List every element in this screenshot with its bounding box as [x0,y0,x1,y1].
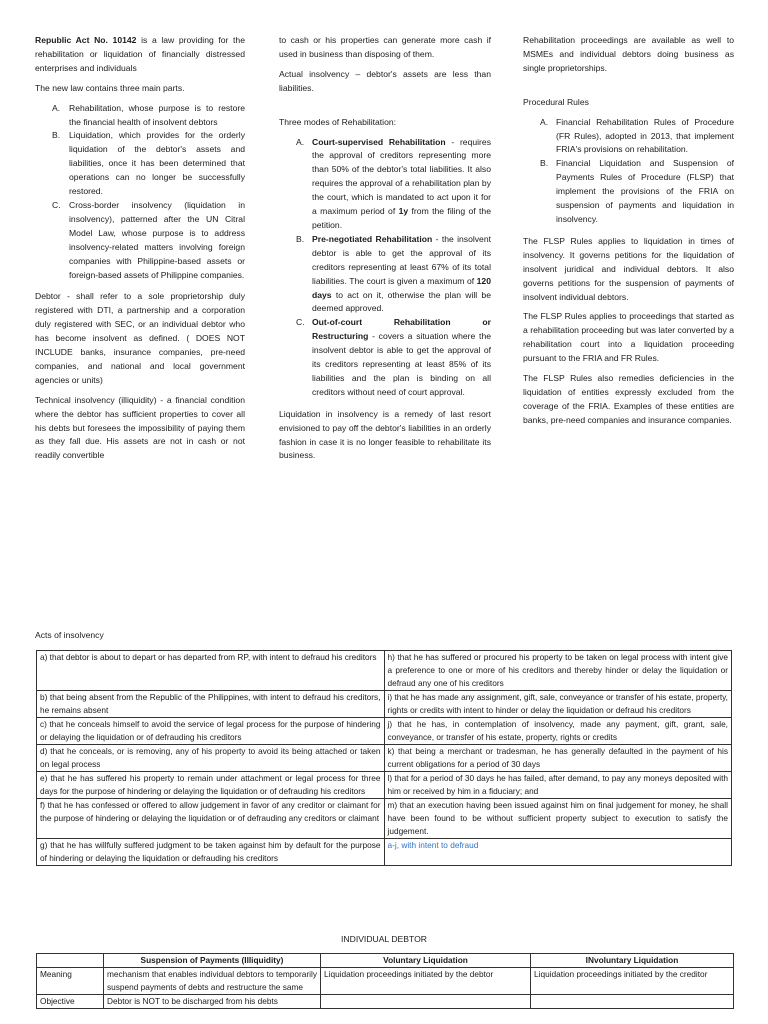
table-header: Suspension of Payments (Illiquidity) [104,954,321,968]
list-marker: A. [296,136,305,147]
table-cell: k) that being a merchant or tradesman, he has generally defaulted in the payment of his current obligations for a period of 30 days [384,745,732,772]
list-marker: B. [296,233,305,244]
table-cell: l) that for a period of 30 days he has failed, after demand, to pay any moneys deposited with him or received by him in a fiduciary; and [384,772,732,799]
actual-insolvency: Actual insolvency – debtor's assets are less than liabilities. [279,68,491,93]
list-text: Financial Liquidation and Suspension of Payments Rules of Procedure (FLSP) that implement the provisions of the FRIA on suspension of payments and liquidation in insolvency. [556,158,734,224]
list-item [523,157,734,227]
table-row [37,968,734,995]
mode-name: Court-supervised Rehabilitation [312,136,446,147]
list-text: Rehabilitation, whose purpose is to restore the financial health of insolvent debtors [69,102,245,127]
table-cell: m) that an execution having been issued against him on final judgement for money, he shall have been found to be without sufficient property subject to execution to satisfy the judgement. [384,799,732,839]
intro-paragraph [35,34,245,76]
mode-text: - covers a situation where the insolvent debtor is able to get the approval of its creditors representing at least 85% of its liabilities and the plan is binding on all creditors without need of court approval. [312,331,491,397]
table-row [37,772,732,799]
list-item [35,129,245,199]
table-header-row [37,954,734,968]
list-item [279,136,491,233]
table-row [37,799,732,839]
table-cell: g) that he has willfully suffered judgment to be taken against him by default for the purpose of hindering or delaying the liquidation or defrauding his creditors [37,839,385,866]
mode-emphasis: 1y [398,206,409,217]
modes-list [279,136,491,400]
flsp-paragraph-3: The FLSP Rules also remedies deficiencies in the liquidation of entities expressly excluded from the coverage of the FRIA. Examples of these entities are banks, pre-need companies and insurance companies. [523,373,734,425]
table-row [37,718,732,745]
table-header: Voluntary Liquidation [321,954,531,968]
ra-title: Republic Act No. 10142 [35,35,137,45]
procedural-rules-title: Procedural Rules [523,96,589,107]
list-item [279,233,491,316]
msme-paragraph: Rehabilitation proceedings are available as well to MSMEs and individual debtors doing business as single proprietorships. [523,35,734,73]
modes-title: Three modes of Rehabilitation: [279,116,397,127]
table-row [37,745,732,772]
table-row [37,691,732,718]
flsp-paragraph-2: The FLSP Rules applies to proceedings that started as a rehabilitation proceeding but was later converted by a rehabilitation court into a liquidation proceeding pursuant to the FRIA and FR Rules. [523,311,734,364]
table-cell [321,995,531,1009]
table-row [37,651,732,691]
column-3 [523,34,734,434]
acts-table [36,650,732,866]
list-marker: B. [52,130,61,141]
list-text: Cross-border insolvency (liquidation in insolvency), patterned after the UN Citral Model Law, whose purpose is to address insolvency-related matters involving foreign companies with Philippine-based assets or foreign-based assets of Philippine companies. [69,199,245,280]
mode-text-end: to act on it, otherwise the plan will be deemed approved. [312,289,491,314]
flsp-paragraph-1: The FLSP Rules applies to liquidation in times of insolvency. It governs petitions for the liquidation of insolvent juridical and individual debtors. It also governs petitions for the suspension of payments of insolvent individual debtors. [523,235,734,302]
table-cell: h) that he has suffered or procured his property to be taken on legal process with intent give a preference to one or more of his creditors and thereby hinder or delay the liquidation or defraud any one of his creditors [384,651,732,691]
list-item [279,316,491,399]
table-cell: Debtor is NOT to be discharged from his debts [104,995,321,1009]
table-cell: d) that he conceals, or is removing, any of his property to avoid its being attached or taken on legal process [37,745,385,772]
technical-insolvency: Technical insolvency (illiquidity) - a financial condition where the debtor has sufficient properties to cover all his debts but foresees the impossibility of paying them as they fall due. His assets are not in cash or not readily convertible [35,394,245,461]
list-marker: A. [52,102,61,113]
mode-name: Out-of-court Rehabilitation or Restructuring [312,317,491,342]
rules-list [523,116,734,227]
table-header [37,954,104,968]
table-cell: a) that debtor is about to depart or has departed from RP, with intent to defraud his creditors [37,651,385,691]
list-item [523,116,734,158]
table-cell: b) that being absent from the Republic of the Philippines, with intent to defraud his creditors, he remains absent [37,691,385,718]
table-row [37,995,734,1009]
debtor-definition: Debtor - shall refer to a sole proprietorship duly registered with DTI, a partnership and a corporation duly registered with SEC, or an individual debtor who has become insolvent as defined. ( DOES NOT INCLUDE banks, insurance companies, pre-need companies, and national and local government agencies or units) [35,291,245,385]
table-cell: e) that he has suffered his property to remain under attachment or legal process for three days for the purpose of hindering or delaying the liquidation or of defrauding his creditors [37,772,385,799]
mode-emphasis: 120 days [312,275,491,300]
three-parts-text: The new law contains three main parts. [35,82,185,93]
table-cell: Liquidation proceedings initiated by the debtor [321,968,531,995]
row-label: Objective [37,995,104,1009]
list-item [35,102,245,130]
column-1 [35,34,245,469]
list-marker: C. [52,199,61,210]
individual-debtor-table [36,953,734,1009]
table-cell: f) that he has confessed or offered to allow judgement in favor of any creditor or claimant for the purpose of hindering or delaying the liquidation or of defrauding any creditors or claimant [37,799,385,839]
table-cell [531,995,734,1009]
table-cell: j) that he has, in contemplation of insolvency, made any payment, gift, grant, sale, conveyance, or transfer of his estate, property, rights or credits [384,718,732,745]
parts-list [35,102,245,283]
mode-text: - the insolvent debtor is able to get the approval of its creditors representing at least 67% of its total liabilities. The court is given a maximum of [312,233,492,286]
table-cell: i) that he has made any assignment, gift, sale, conveyance or transfer of his estate, property, rights or credits with intent to hinder or delay the liquidation or defraud his creditors [384,691,732,718]
mode-text: - requires the approval of creditors representing more than 50% of the debtor's total liabilities. It also requires the approval of a rehabilitation plan by the court, which is mandated to act upon it for a maximum period of [312,136,491,217]
table-cell: Liquidation proceedings initiated by the creditor [531,968,734,995]
list-marker: A. [540,116,549,127]
list-item [35,199,245,282]
table-header: INvoluntary Liquidation [531,954,734,968]
continued-text: to cash or his properties can generate more cash if used in business than disposing of them. [279,35,491,59]
list-text: Liquidation, which provides for the orderly liquidation of the debtor's assets and liabilities, once it has been determined that operations can no longer be successfully restored. [69,130,245,197]
row-label: Meaning [37,968,104,995]
acts-title: Acts of insolvency [35,630,104,640]
mode-name: Pre-negotiated Rehabilitation [312,233,433,244]
individual-debtor-title: INDIVIDUAL DEBTOR [341,934,427,944]
table-cell: mechanism that enables individual debtors to temporarily suspend payments of debts and restructure the same [104,968,321,995]
list-marker: B. [540,158,549,169]
intro-text: is a law providing for the rehabilitation or liquidation of financially distressed enterprises and individuals [35,35,245,73]
intent-note-cell: a-j, with intent to defraud [384,839,732,866]
table-cell: c) that he conceals himself to avoid the service of legal process for the purpose of hindering or delaying the liquidation or of defrauding his creditors [37,718,385,745]
column-2 [279,34,491,469]
table-row [37,839,732,866]
list-text: Financial Rehabilitation Rules of Procedure (FR Rules), adopted in 2013, that implement FRIA's provisions on rehabilitation. [556,116,734,155]
mode-text-end: from the filing of the petition. [312,206,491,230]
liquidation-paragraph: Liquidation in insolvency is a remedy of last resort envisioned to pay off the debtor's liabilities in an orderly fashion in case it is no longer feasible to rehabilitate its business. [279,408,491,461]
list-marker: C. [296,317,305,328]
